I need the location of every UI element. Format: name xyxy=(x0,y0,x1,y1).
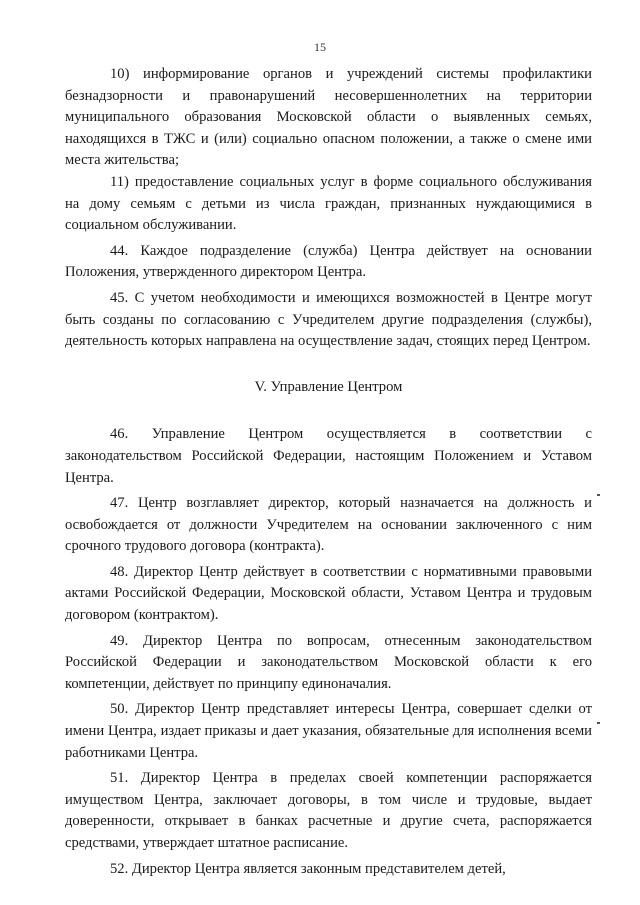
paragraph-49: 49. Директор Центра по вопросам, отнесенным законодательством Российской Федерации и законодательством Московской области к его компетенции, действует по принципу единоначалия. xyxy=(65,632,592,692)
paragraph-44: 44. Каждое подразделение (служба) Центра действует на основании Положения, утвержденного директором Центра. xyxy=(65,242,592,281)
section-heading: V. Управление Центром xyxy=(254,378,403,395)
paragraph-45: 45. С учетом необходимости и имеющихся возможностей в Центре могут быть созданы по согласованию с Учредителем другие подразделения (службы), деятельность которых направлена на осуществление задач, стоящих перед Центром. xyxy=(65,289,592,350)
paragraph-item-10: 10) информирование органов и учреждений системы профилактики безнадзорности и правонарушений несовершеннолетних на территории муниципального образования Московской области о выявленных семьях, находящихся в ТЖС и (или) социально опасном положении, а также о смене ими места жительства; xyxy=(65,66,592,169)
scan-speck xyxy=(597,494,600,496)
scan-speck xyxy=(597,722,600,724)
paragraph-51: 51. Директор Центра в пределах своей компетенции распоряжается имуществом Центра, заключает договоры, в том числе и трудовые, выдает доверенности, открывает в банках расчетные и другие счета, распоряжается средствами, утверждает штатное расписание. xyxy=(65,770,592,851)
paragraph-item-11: 11) предоставление социальных услуг в форме социального обслуживания на дому семьям с детьми из числа граждан, признанных нуждающимися в социальном обслуживании. xyxy=(65,173,592,234)
paragraph-50: 50. Директор Центр представляет интересы Центра, совершает сделки от имени Центра, издает приказы и дает указания, обязательные для исполнения всеми работниками Центра. xyxy=(65,701,592,761)
paragraph-47: 47. Центр возглавляет директор, который назначается на должность и освобождается от должности Учредителем на основании заключенного с ним срочного трудового договора (контракта). xyxy=(65,495,592,555)
document-body xyxy=(65,64,592,884)
paragraph-48: 48. Директор Центр действует в соответствии с нормативными правовыми актами Российской Федерации, Московской области, Уставом Центра и трудовым договором (контрактом). xyxy=(65,563,592,624)
paragraph-46: 46. Управление Центром осуществляется в соответствии с законодательством Российской Федерации, настоящим Положением и Уставом Центра. xyxy=(65,426,592,486)
page-number: 15 xyxy=(314,40,326,54)
paragraph-52: 52. Директор Центра является законным представителем детей, xyxy=(110,860,506,877)
